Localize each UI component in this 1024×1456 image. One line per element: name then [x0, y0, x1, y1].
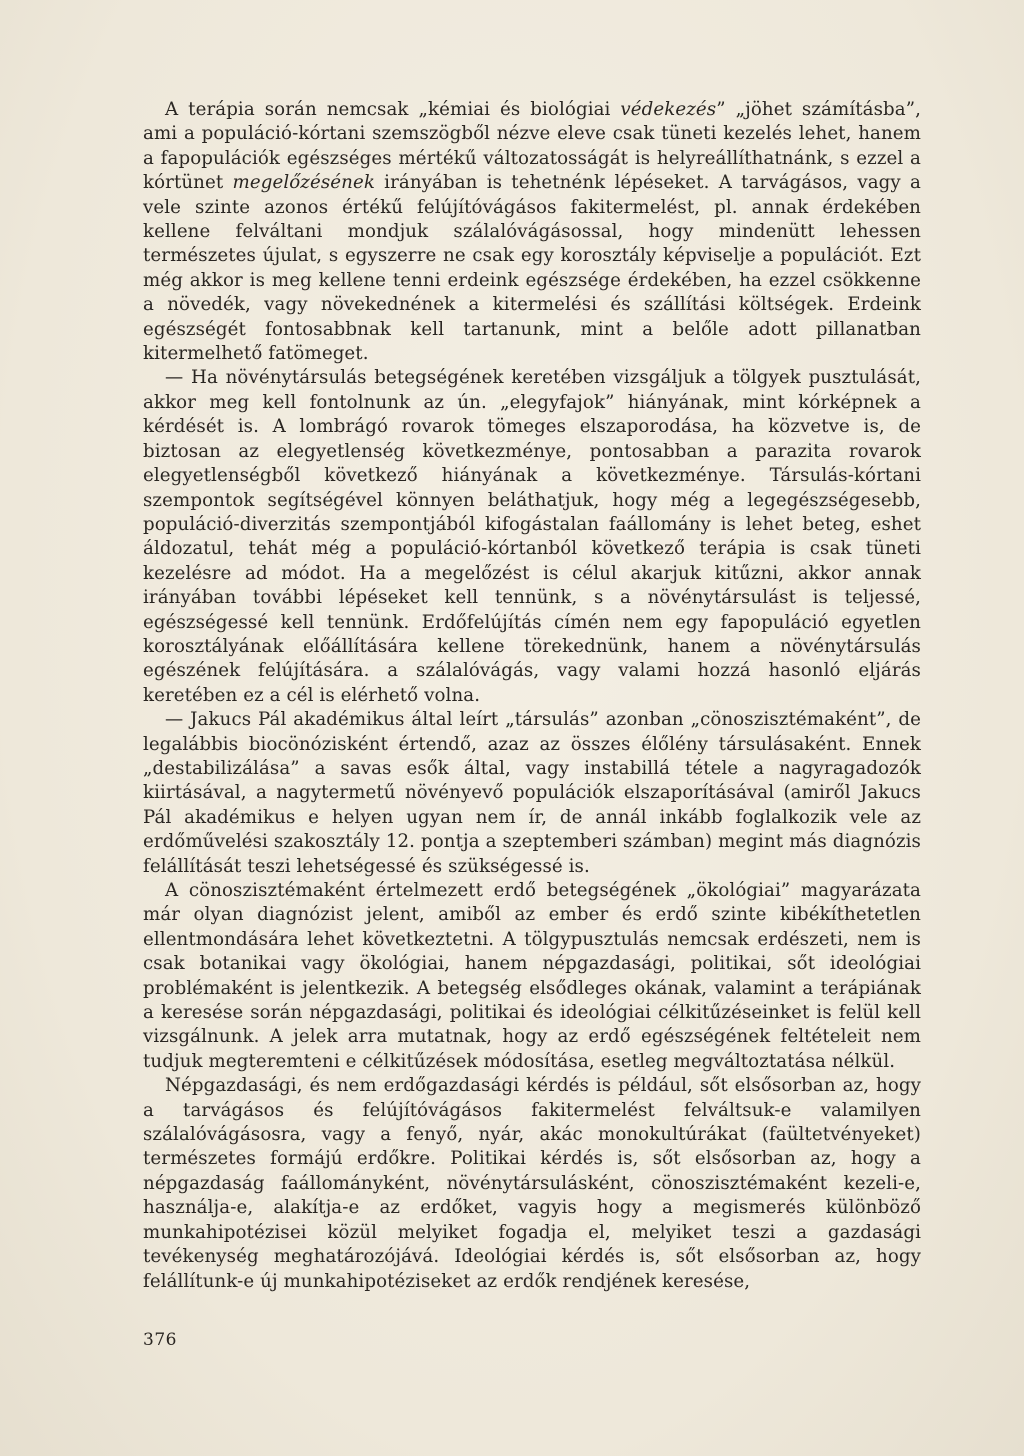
paragraph-5 — [143, 1074, 921, 1294]
text-run: Népgazdasági, és nem erdőgazdasági kérdés is például, sőt elsősorban az, hogy a tarvágásos és felújítóvágásos fakitermelést felváltsuk-e valamilyen szálalóvágásosra, vagy a fenyő, nyár, akác monokultúrákat (faültetvényeket) természetes formájú erdőkre. Politikai kérdés is, sőt elsősorban az, hogy a népgazdaság faállományként, növénytársulásként, cönoszisztémaként kezeli-e, használja-e, alakítja-e az erdőket, vagyis hogy a megismerés különböző munkahipotézisei közül melyiket fogadja el, melyiket teszi a gazdasági tevékenység meghatározójává. Ideológiai kérdés is, sőt elsősorban az, hogy felállítunk-e új munkahipotéziseket az erdők rendjének keresése, — [143, 1075, 921, 1292]
text-run: A cönoszisztémaként értelmezett erdő betegségének „ökológiai” magyarázata már olyan diagnózist jelent, amiből az ember és erdő szinte kibékíthetetlen ellentmondására lehet következtetni. A tölgypusztulás nemcsak erdészeti, nem is csak botanikai vagy ökológiai, hanem népgazdasági, politikai, sőt ideológiai problémaként is jelentkezik. A betegség elsődleges okának, valamint a terápiának a keresése során népgazdasági, politikai és ideológiai célkitűzéseinket is felül kell vizsgálnunk. A jelek arra mutatnak, hogy az erdő egészségének feltételeit nem tudjuk megteremteni e célkitűzések módosítása, esetleg megváltoztatása nélkül. — [143, 880, 921, 1072]
paragraph-2 — [143, 366, 921, 708]
paragraph-4 — [143, 879, 921, 1074]
italic-run: védekezés — [620, 99, 717, 120]
paragraph-3 — [143, 708, 921, 879]
text-run: — Ha növénytársulás betegségének keretében vizsgáljuk a tölgyek pusztulását, akkor meg kell fontolnunk az ún. „elegyfajok” hiányának, mint kórképnek a kérdését is. A lombrágó rovarok tömeges elszaporodása, ha közvetve is, de biztosan az elegyetlenség következménye, pontosabban a parazita rovarok elegyetlenségből következő hiányának a következménye. Társulás-kórtani szempontok segítségével könnyen beláthatjuk, hogy még a legegészségesebb, populáció-diverzitás szempontjából kifogástalan faállomány is lehet beteg, eshet áldozatul, tehát még a populáció-kórtanból következő terápia is csak tüneti kezelésre ad módot. Ha a megelőzést is célul akarjuk kitűzni, akkor annak irányában további lépéseket kell tennünk, s a növénytársulást is teljessé, egészségessé kell tennünk. Erdőfelújítás címén nem egy fapopuláció egyetlen korosztályának előállítására kellene törekednünk, hanem a növénytársulás egészének felújítására. a szálalóvágás, vagy valami hozzá hasonló eljárás keretében ez a cél is elérhető volna. — [143, 367, 921, 706]
paragraph-1 — [143, 98, 921, 366]
body-text — [143, 98, 921, 1294]
page-number: 376 — [143, 1330, 177, 1350]
text-run: ” „jöhet számításba”, ami a populáció-kórtani szemszögből nézve eleve csak tüneti kezelés lehet, hanem a fapopulációk egészséges mértékű változatosságát is helyreállíthatnánk, s ezzel a kórtünet — [143, 99, 921, 194]
text-run: — Jakucs Pál akadémikus által leírt „társulás” azonban „cönoszisztémaként”, de legalábbis biocönózisként értendő, azaz az összes élőlény társulásaként. Ennek „destabilizálása” a savas esők által, vagy instabillá tétele a nagyragadozók kiirtásával, a nagytermetű növényevő populációk elszaporításával (amiről Jakucs Pál akadémikus e helyen ugyan nem ír, de annál inkább foglalkozik vele az erdőművelési szakosztály 12. pontja a szeptemberi számban) megint más diagnózis felállítását teszi lehetségessé és szükségessé is. — [143, 709, 921, 877]
text-run: irányában is tehetnénk lépéseket. A tarvágásos, vagy a vele szinte azonos értékű felújítóvágásos fakitermelést, pl. annak érdekében kellene felváltani mondjuk szálalóvágásossal, hogy mindenütt lehessen természetes újulat, s egyszerre ne csak egy korosztály képviselje a populációt. Ezt még akkor is meg kellene tenni erdeink egészsége érdekében, ha ezzel csökkenne a növedék, vagy növekednének a kitermelési és szállítási költségek. Erdeink egészségét fontosabbnak kell tartanunk, mint a belőle adott pillanatban kitermelhető fatömeget. — [143, 172, 921, 365]
italic-run: megelőzésének — [232, 172, 375, 194]
text-run: A terápia során nemcsak „kémiai és biológiai — [165, 99, 621, 120]
